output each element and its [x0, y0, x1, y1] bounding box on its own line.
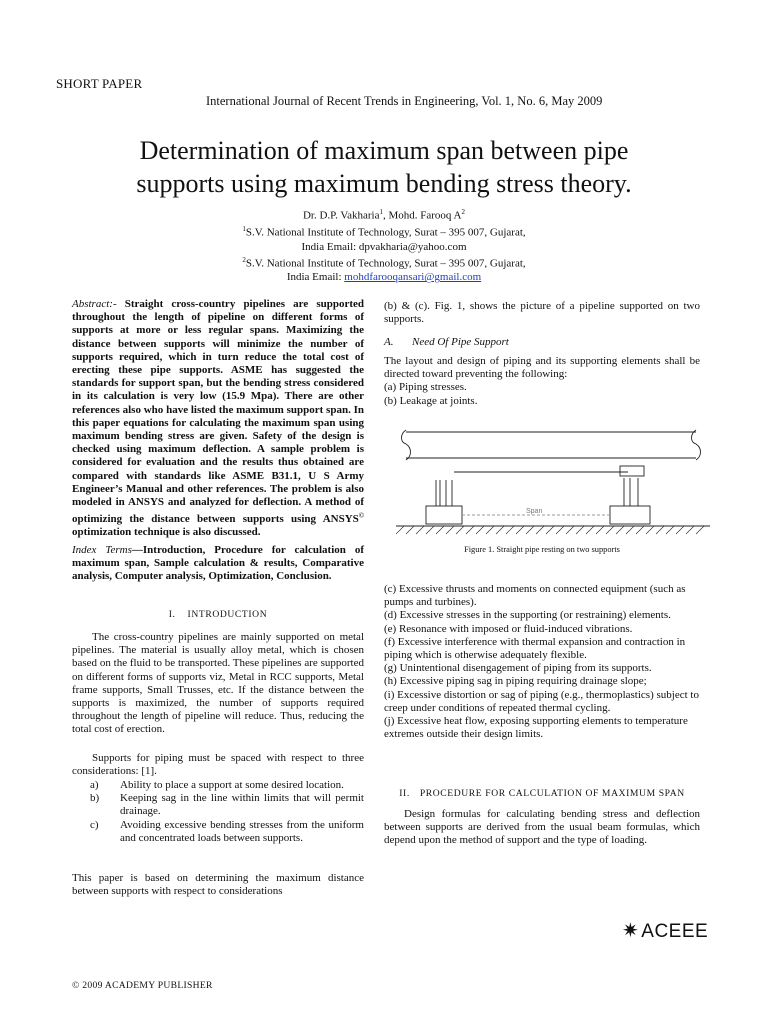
list-item: (i) Excessive distortion or sag of piping (e.g., thermoplastics) subject to creep under conditions of repeated thermal cycling. — [384, 688, 699, 714]
list-item: (e) Resonance with imposed or fluid-induced vibrations. — [384, 622, 633, 635]
list-item: (g) Unintentional disengagement of piping from its supports. — [384, 662, 652, 675]
prevention-list — [384, 583, 700, 741]
intro-paragraph-2: Supports for piping must be spaced with respect to three considerations: [1]. — [72, 752, 364, 778]
index-terms-text: —Introduction, Procedure for calculation of maximum span, Sample calculation & results, Comparative analysis, Computer analysis, Optimization, Conclusion. — [72, 544, 364, 583]
need-paragraph: The layout and design of piping and its supporting elements shall be directed toward preventing the following: (a) Piping stresses. (b) Leakage at joints. — [384, 355, 700, 407]
affiliation-1: $^1$S.V. National Institute of Technology, Surat – 395 007, Gujarat, — [242, 225, 526, 239]
section-heading-procedure: II. PROCEDURE FOR CALCULATION OF MAXIMUM SPAN — [399, 788, 685, 799]
email-2: India Email: mohdfarooqansari@gmail.com — [286, 271, 482, 284]
author-names: Dr. D.P. Vakharia$^1$, Mohd. Farooq $A^2$ — [302, 208, 465, 222]
title-line-2: supports using maximum bending stress theory. — [136, 169, 632, 198]
list-item: (j) Excessive heat flow, exposing supporting elements to temperature extremes outside their design limits. — [384, 715, 688, 741]
journal-header: International Journal of Recent Trends in Engineering, Vol. 1, No. 6, May 2009 — [206, 94, 603, 108]
paper-title — [40, 134, 728, 200]
email-link[interactable]: mohdfarooqansari@gmail.com — [344, 271, 482, 284]
right-paragraph-0: (b) & (c). Fig. 1, shows the picture of a pipeline supported on two supports. — [384, 300, 700, 326]
affiliation-2: $^2$S.V. National Institute of Technology, Surat – 395 007, Gujarat, — [242, 256, 526, 270]
title-line-1: Determination of maximum span between pipe — [139, 136, 629, 165]
email-1: India Email: dpvakharia@yahoo.com — [301, 240, 467, 253]
figure-caption: Figure 1. Straight pipe resting on two supports — [464, 545, 620, 554]
intro-paragraph-3: This paper is based on determining the maximum distance between supports with respect to considerations — [72, 872, 364, 898]
index-terms — [72, 544, 364, 584]
index-terms-label: Index Terms — [72, 544, 132, 556]
intro-paragraph-1: The cross-country pipelines are mainly supported on metal pipelines. The material is usually alloy metal, which is chosen based on the fluid to be transported. These pipelines are supported on different forms of supports viz, Metal in RCC supports, Metal frame supports, Small Trusses, etc. If the distance between the supports is maximized, the number of supports required throughout the length of pipeline will reduce. Thus, reducing the total cost of erection. — [72, 631, 364, 736]
aceee-logo: ✷ ACEEE — [622, 920, 709, 942]
abstract-text: Straight cross-country pipelines are supported throughout the length of pipeline on different forms of supports at more or less regular spans. Maximizing the distance between supports will minimize the number of supports required, which in turn reduce the total cost of erecting these pipe supports. ASME has suggested the standards for support span, but the bending stress considered in its calculation is very low (15.9 Mpa). There are other references also who have listed the maximum support span. In this paper equations for calculating the maximum span using maximum bending stress are given. Safety of the design is checked using maximum deflection. A sample problem is considered for evaluation and the results thus obtained are compared with standards like ASME B31.1, U S Army Engineer’s Manual and other references. The problem is also modeled in ANSYS and analyzed for deflection. A method of optimizing the distance between supports using ANSYS© optimization technique is also discussed. — [72, 298, 364, 539]
list-item: a) Ability to place a support at some desired location. — [90, 779, 344, 791]
list-item: b) Keeping sag in the line within limits that will permit drainage. — [90, 792, 364, 818]
list-item: (c) Excessive thrusts and moments on connected equipment (such as pumps and turbines). — [384, 583, 686, 609]
figure-pipe-supports — [396, 420, 710, 538]
need-item-b: (b) Leakage at joints. — [384, 394, 478, 407]
subsection-heading-need: A. Need Of Pipe Support — [384, 336, 509, 348]
footer-publisher: © 2009 ACADEMY PUBLISHER — [72, 980, 213, 991]
list-item: (f) Excessive interference with thermal expansion and contraction in piping which is otherwise adequately flexible. — [384, 635, 686, 662]
need-item-a: (a) Piping stresses. — [384, 381, 467, 394]
short-paper-label: SHORT PAPER — [56, 76, 143, 91]
procedure-paragraph: Design formulas for calculating bending stress and deflection between supports are derived from the usual beam formulas, which depend upon the method of support and the type of loading. — [384, 808, 700, 847]
list-item: (d) Excessive stresses in the supporting (or restraining) elements. — [384, 609, 671, 622]
abstract — [72, 298, 364, 539]
section-heading-introduction: I. INTRODUCTION — [168, 609, 268, 620]
figure-span-label: Span — [526, 508, 543, 515]
star-burst-icon: ✷ — [622, 920, 640, 942]
abstract-label: Abstract:- — [72, 298, 117, 310]
considerations-list — [90, 779, 364, 845]
list-item: c) Avoiding excessive bending stresses from the uniform and concentrated loads between supports. — [90, 818, 364, 844]
list-item: (h) Excessive piping sag in piping requiring drainage slope; — [384, 675, 647, 688]
authors-block — [140, 206, 628, 285]
